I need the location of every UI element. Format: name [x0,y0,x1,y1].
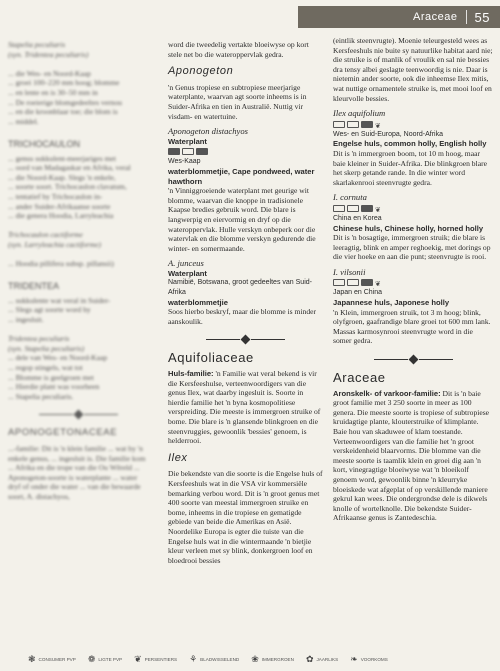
column-left-line [8,59,148,69]
legend-label: VOORKOMS [360,657,388,662]
cornuta-region: China en Korea [333,214,382,222]
junceus-type: Waterplant [168,268,207,278]
aquifoliaceae-heading: Aquifoliaceae [168,350,254,366]
header-title: Araceae [413,11,458,23]
column-right [333,36,493,529]
col2-intro: word die tweedelig vertakte bloeiwyse op kort stele net bo die wateroppervlak gedra. [168,40,309,59]
cornuta-common: Chinese huls, Chinese holly, horned holly [333,223,484,233]
aquifolium-region: Wes- en Suid-Europa, Noord-Afrika [333,130,443,138]
column-left-line: ... en lente en is 30–50 mm in [8,87,98,97]
legend-plant-icon: ✿ [305,654,314,664]
aquifolium-icons [333,121,493,128]
ilex-heading: Ilex [168,451,188,464]
leaf-icon [375,279,384,286]
column-left-line: ... die Noord-Kaap. Slegs 'n enkele, [8,172,116,182]
column-left-line: Tridentea peculiaris [8,334,70,344]
vomitoria-icons [333,279,493,286]
araceae-heading: Araceae [333,370,386,386]
legend-label: JAARLIKS [316,657,339,662]
legend-label: PERSENTIERS [144,657,178,662]
sun-icon [168,148,180,155]
column-left-line [8,325,148,335]
section-divider [168,336,323,343]
araceae-label: Aronskelk- of varkoor-familie: [333,388,441,398]
col3-intro: (eintlik steenvrugte). Moenie teleurgesteld wees as Kersfeeshuls nie buite sy natuurlike habitat aard nie; die struike is of manlik of vroulik en sal nie bessies dra tensy albei geslagte teenwoordig is nie. Daar is nietemin ander soorte, ook die inheemse Ilex mitis, wat nuttige ornamentele struike is, met mooi loof en kleurvolle bessies. [333,36,493,103]
column-left [8,40,148,508]
aponogetonaceae-text: ...-familie: Dit is 'n klein familie ... wat by 'n enkele genus, ... ingesluit is. Die familie kom ... Afrika en die trope van die Ou Wêreld ... Aponogeton-soorte is waterplante ... water dryf of onder die water ... van die bewaarde soort, A. distachyos, [8,443,146,501]
legend-item [251,654,294,665]
aquifolium-text: Dit is 'n immergroen boom, tot 10 m hoog, maar baie kleiner in Suider-Afrika. Die blinkgroen blare het skerp getande rande. In die winter word skarlakenrooi steenvrugte gedra. [333,148,487,187]
header-separator [466,10,467,24]
cornuta-icons [333,205,493,212]
legend-item [350,654,388,665]
column-left-line: ... soorte soort. Trichocaulon clavatum, [8,182,127,192]
column-left-line: (syn. Stapelia peculiaris) [8,343,85,353]
junceus-text: Soos hierbo beskryf, maar die blomme is minder aanskoulik. [168,307,317,326]
legend-item [88,654,122,665]
junceus-name: A. junceus [168,258,204,269]
leaf-icon [375,205,384,212]
tree-icon [333,205,345,212]
column-middle [168,40,323,571]
distachyos-common: waterblommetjie, Cape pondweed, water hawthorn [168,166,315,186]
column-left-line: ... en die kroonblaar toe; die blom is [8,107,118,117]
shrub-icon [347,121,359,128]
column-left-line: ... De roeierige blomgedeeltes vernou [8,97,123,107]
junceus-region: Namibië, Botswana, groot gedeeltes van Suid-Afrika [168,279,312,297]
legend-label: IMMERGROEN [261,657,294,662]
cornuta-text: Dit is 'n bosagtige, immergroen struik; die blare is leeragtig, blink en amper reghoekig, met dorings op die vier hoeke en aan die punt; steenvrugte is rooi. [333,233,491,262]
column-left-line: ... middel. [8,116,39,126]
leaf-icon [375,121,384,128]
column-left-line: ... Hierdie plant was voorheen [8,382,100,392]
vomitoria-common: Japannese huls, Japonese holly [333,298,450,308]
column-left-line: ... Stapelia peculiaris. [8,391,74,401]
ilex-text: Die bekendste van die soorte is die Engelse huls of Kersfeeshuls wat in die VSA vir kommersiële bemarking verbou word. Dit is 'n groot genus met 400 soorte van meestal immergroen struike en bome, inheems in die tropiese en gematigde gebiede van beide die Amerikas en Asië. Noordelike Europa is egter die tuiste van die Engelse huls wat in die wintermaande 'n bietjie kleur verleen met sy blink, donkergroen loof en bloedrooi bessies [168,469,323,565]
column-left-line: ... Slegs agt soorte word by [8,305,91,315]
distachyos-text: 'n Vinniggroeiende waterplant met geurige wit blomme, waarvan die knoppe in tradisionele Kaapse bredies gebruik word. Die blare is langwerpig en eiervormig en dryf op die wateroppervlak. Hulle verskyn onbeperk oor die watervlak en die blomme verskyn gedurende die winter- en somermaande. [168,186,316,253]
legend-plant-icon: ❁ [87,654,96,664]
legend-plant-icon: ❀ [251,654,259,664]
legend-item [189,654,239,665]
aponogeton-heading: Aponogeton [168,65,234,78]
column-left-line: ... regop stingels, wat tot [8,363,83,372]
column-left-line: ... Blomme is geelgroen met [8,372,94,382]
vomitoria-region: Japan en China [333,289,383,297]
distachyos-region: Wes-Kaap [168,158,201,166]
tree-icon [333,121,345,128]
evergreen-icon [361,205,373,212]
column-left-line [8,126,148,136]
column-left-line [8,249,148,259]
araceae-paragraph [333,389,493,523]
column-left-line: ... die Wes- en Noord-Kaap [8,68,91,78]
aquifoliaceae-label: Huls-familie: [168,369,214,379]
aponogetonaceae-heading: APONOGETONACEAE [8,427,118,439]
column-left-line: (syn. Larryleachia cactiforme) [8,239,102,249]
aquifolium-common: Engelse huls, common holly, English holly [333,139,487,149]
column-left-line: (syn. Tridentea peculiaris) [8,49,89,59]
column-left-lines [8,40,148,401]
vomitoria-name: I. vilsonii [333,266,366,277]
aponogeton-text: 'n Genus tropiese en subtropiese meerjarige waterplante, waarvan agt soorte inheems is in Suider-Afrika en tien in Australië. Nuttig vir visdam- en watertuine. [168,82,307,121]
shrub-icon [347,279,359,286]
legend-plant-icon: ❧ [350,654,358,664]
column-left-line: Stapelia peculiaris [8,40,66,49]
icon-legend-footer [0,648,500,671]
column-left-line: ... dele van Wes- en Noord-Kaap [8,353,108,363]
water-icon [182,148,194,155]
column-left-line: ... ingesluit. [8,315,44,325]
junceus-common: waterblommetjie [168,297,228,307]
distachyos-name: Aponogeton distachyos [168,126,248,137]
distachyos-type: Waterplant [168,136,207,146]
evergreen-icon [361,279,373,286]
legend-label: CONSUMER PVP [38,657,76,662]
legend-item [134,654,177,665]
section-divider [8,411,148,418]
column-left-line: TRIDENTEA [8,281,60,292]
column-left-line: ... ander Suider-Afrikaanse soorte [8,201,111,211]
column-left-line [8,221,148,231]
running-header [298,6,500,28]
legend-item [306,654,338,665]
legend-plant-icon: ❃ [28,654,36,664]
column-left-line: ... oord van Madagaskar en Afrika, veral [8,163,131,173]
araceae-text: Dit is 'n baie groot familie met 3 250 soorte in meer as 100 genera. Die meeste soorte is tropiese of subtropiese kruidagtige plante, klouterstruike of klimplante. Baie hou van skaduwee of klam toestande. Verteenwoordigers van die familie het 'n groot verskeidenheid blaarvorms. Die blomme van die meeste soorte is taamlik klein en groei dig aan 'n kort, vinegragtige bloeiwyse wat 'n bloeikolf genoem word, gewoonlik binne 'n kleurryke bloeiskede wat afgeplat of op verskillende maniere gekrul kan wees. Die ondergrondse dele is dikwels knolle of wortelknolle. Die bekendste Suider-Afrikaanse genus is Zantedeschia. [333,388,490,523]
column-left-line: TRICHOCAULON [8,138,81,149]
tree-icon [333,279,345,286]
aquifoliaceae-paragraph [168,369,323,446]
aquifolium-name: Ilex aquifolium [333,108,386,119]
column-left-line: ... Hoodia pillifera subsp. pillansii) [8,259,114,269]
column-left-line [8,269,148,279]
column-left-line: ... groei 100–220 mm hoog; blomme [8,78,120,88]
legend-label: LIGTE PVP [98,657,123,662]
column-left-line: ... die genera Hoodia, Larryleachia [8,211,114,221]
distachyos-icons [168,148,323,155]
column-left-line: ... sukkulente wat veral in Suider- [8,295,111,305]
column-left-line: ... genus sukkulent-meerjariges met [8,153,116,163]
flower-icon [196,148,208,155]
legend-plant-icon: ⚘ [189,654,198,664]
section-divider [333,356,493,363]
evergreen-icon [361,121,373,128]
vomitoria-text: 'n Klein, immergroen struik, tot 3 m hoog; blink, olyfgroen, gaafrandige blare groei tot 600 mm lank. Massas karmosynrooi steenvrugte word in die somer gedra. [333,307,491,346]
aquifoliaceae-text: 'n Familie wat veral bekend is vir die Kersfeeshulse, verteenwoordigers van die genus Ilex, wat daarby ingesluit is. Soorte in hierdie familie het 'n byna kosmopolitiese verspreiding. Die meeste is immergroen struike of bome. Die blare is 'n glansende blinkgroen en die steenvruggies, gewoonlik 'bessies' genoem, is helderrooi. [168,369,321,446]
column-left-line: ... tentatief by Trichocaulon in- [8,191,103,201]
legend-plant-icon: ❦ [134,654,142,664]
legend-item [28,654,76,665]
cornuta-name: I. cornuta [333,192,367,203]
legend-label: BLADWISSELEND [200,657,240,662]
page-number: 55 [474,9,490,25]
column-left-line: Trichocaulon cactiforme [8,230,83,240]
shrub-icon [347,205,359,212]
